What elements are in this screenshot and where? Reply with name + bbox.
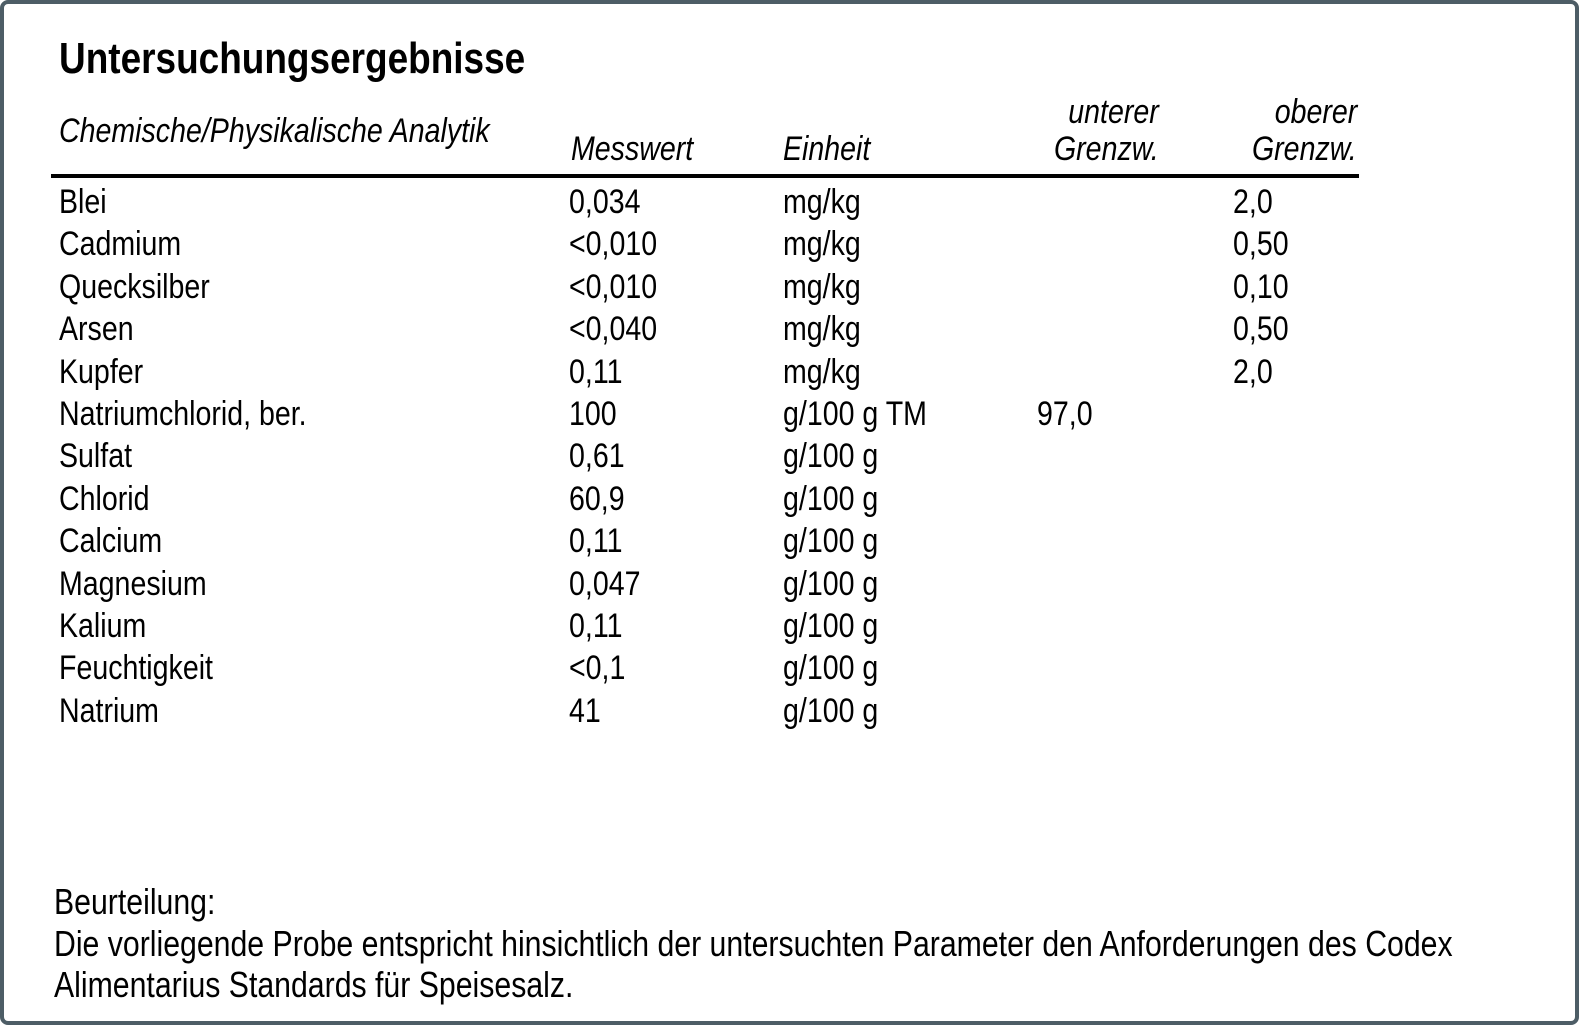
lower-limit-cell [1019,308,1159,350]
header-row [51,94,1359,176]
unit-cell [779,605,1019,647]
upper-limit-cell [1159,478,1359,520]
upper-limit-cell [1159,393,1359,435]
parameter-cell [51,478,569,520]
measured-value-cell [569,478,779,520]
parameter-name: Kupfer [59,352,144,391]
lower-limit-cell [1019,223,1159,265]
unit-cell [779,563,1019,605]
parameter-name: Cadmium [59,225,182,264]
lower-limit-cell [1019,176,1159,223]
parameter-name: Arsen [59,310,134,349]
measured-value: 0,11 [569,607,623,646]
column-header-messwert [569,94,779,176]
measured-value: 60,9 [569,479,625,518]
unit-cell [779,478,1019,520]
parameter-cell [51,605,569,647]
parameter-name: Blei [59,183,107,221]
lower-limit-cell [1019,563,1159,605]
column-header-analytik-text: Chemische/Physikalische Analytik [59,112,490,150]
unit: g/100 g [783,522,879,561]
parameter-cell [51,351,569,393]
upper-limit-cell [1159,690,1359,732]
upper-limit: 2,0 [1233,183,1273,221]
upper-limit: 0,10 [1233,267,1289,306]
column-header-einheit-text: Einheit [783,130,871,168]
measured-value-cell [569,223,779,265]
parameter-cell [51,563,569,605]
table-row [51,647,1359,689]
upper-limit: 0,50 [1233,310,1289,349]
measured-value-cell [569,266,779,308]
lower-limit-cell [1019,435,1159,477]
unit-cell [779,266,1019,308]
unit: mg/kg [783,225,861,264]
lower-limit-cell [1019,351,1159,393]
upper-limit-cell [1159,351,1359,393]
measured-value-cell [569,690,779,732]
upper-limit-cell [1159,605,1359,647]
lower-limit-cell [1019,393,1159,435]
column-header-einheit [779,94,1019,176]
measured-value-cell [569,647,779,689]
measured-value-cell [569,176,779,223]
measured-value-cell [569,520,779,562]
unit-cell [779,308,1019,350]
upper-limit-cell [1159,563,1359,605]
unit-cell [779,690,1019,732]
assessment-section [54,881,1575,1006]
measured-value-cell [569,605,779,647]
upper-limit-cell [1159,266,1359,308]
measured-value-cell [569,393,779,435]
parameter-cell [51,176,569,223]
table-row [51,690,1359,732]
column-header-oberer-grenzwert [1159,94,1359,176]
unit: g/100 g [783,649,879,688]
assessment-label-text: Beurteilung: [54,881,216,923]
parameter-name: Quecksilber [59,267,210,306]
column-header-oberer-line1: oberer [1274,93,1357,131]
parameter-name: Sulfat [59,437,133,476]
lower-limit-cell [1019,647,1159,689]
parameter-name: Kalium [59,607,147,646]
measured-value: <0,010 [569,225,658,264]
table-row [51,520,1359,562]
upper-limit-cell [1159,176,1359,223]
results-table-header [51,94,1359,176]
column-header-analytik [51,94,569,176]
unit: g/100 g [783,437,879,476]
lower-limit-cell [1019,266,1159,308]
assessment-label [54,881,1575,923]
table-row [51,223,1359,265]
column-header-oberer-line2: Grenzw. [1252,130,1357,168]
measured-value: 0,034 [569,183,641,221]
measured-value: 0,61 [569,437,625,476]
unit: mg/kg [783,183,861,221]
unit-cell [779,176,1019,223]
parameter-cell [51,266,569,308]
table-row [51,176,1359,223]
parameter-cell [51,308,569,350]
column-header-unterer-line2: Grenzw. [1054,130,1159,168]
measured-value: 100 [569,395,617,434]
measured-value-cell [569,308,779,350]
unit: g/100 g TM [783,395,927,434]
results-table [51,94,1359,732]
unit: mg/kg [783,352,861,391]
measured-value-cell [569,435,779,477]
table-row [51,351,1359,393]
parameter-cell [51,690,569,732]
table-row [51,478,1359,520]
table-row [51,266,1359,308]
lower-limit-cell [1019,690,1159,732]
unit: g/100 g [783,607,879,646]
lower-limit-cell [1019,520,1159,562]
unit-cell [779,520,1019,562]
unit-cell [779,647,1019,689]
table-row [51,563,1359,605]
unit: mg/kg [783,310,861,349]
measured-value: 0,11 [569,522,623,561]
measured-value: 0,11 [569,352,623,391]
upper-limit: 0,50 [1233,225,1289,264]
measured-value: 0,047 [569,564,641,603]
parameter-cell [51,223,569,265]
lower-limit: 97,0 [1037,395,1093,434]
parameter-name: Feuchtigkeit [59,649,213,688]
table-row [51,393,1359,435]
column-header-unterer-line1: unterer [1068,93,1159,131]
measured-value-cell [569,563,779,605]
upper-limit-cell [1159,520,1359,562]
parameter-cell [51,393,569,435]
results-table-body [51,176,1359,732]
parameter-name: Calcium [59,522,163,561]
column-header-unterer-grenzwert [1019,94,1159,176]
table-row [51,605,1359,647]
lab-report-results-section [4,34,1575,1006]
page-title [59,34,1575,83]
upper-limit: 2,0 [1233,352,1273,391]
assessment-text [54,923,1575,1006]
page-title-text: Untersuchungsergebnisse [59,34,526,83]
assessment-text-content: Die vorliegende Probe entspricht hinsichtlich der untersuchten Parameter den Anforderungen des Codex Alimentarius Standards für Speisesalz. [54,922,1453,1006]
unit-cell [779,435,1019,477]
column-header-messwert-text: Messwert [571,130,694,168]
unit-cell [779,393,1019,435]
measured-value: 41 [569,691,601,730]
parameter-name: Chlorid [59,479,150,518]
upper-limit-cell [1159,435,1359,477]
unit: mg/kg [783,267,861,306]
table-row [51,435,1359,477]
unit-cell [779,351,1019,393]
unit: g/100 g [783,564,879,603]
parameter-name: Magnesium [59,564,207,603]
measured-value: <0,010 [569,267,658,306]
parameter-cell [51,435,569,477]
parameter-name: Natriumchlorid, ber. [59,395,307,434]
parameter-cell [51,647,569,689]
lower-limit-cell [1019,478,1159,520]
measured-value-cell [569,351,779,393]
table-row [51,308,1359,350]
upper-limit-cell [1159,647,1359,689]
upper-limit-cell [1159,223,1359,265]
unit: g/100 g [783,691,879,730]
unit: g/100 g [783,479,879,518]
measured-value: <0,040 [569,310,658,349]
unit-cell [779,223,1019,265]
parameter-cell [51,520,569,562]
upper-limit-cell [1159,308,1359,350]
parameter-name: Natrium [59,691,159,730]
measured-value: <0,1 [569,649,626,688]
lower-limit-cell [1019,605,1159,647]
